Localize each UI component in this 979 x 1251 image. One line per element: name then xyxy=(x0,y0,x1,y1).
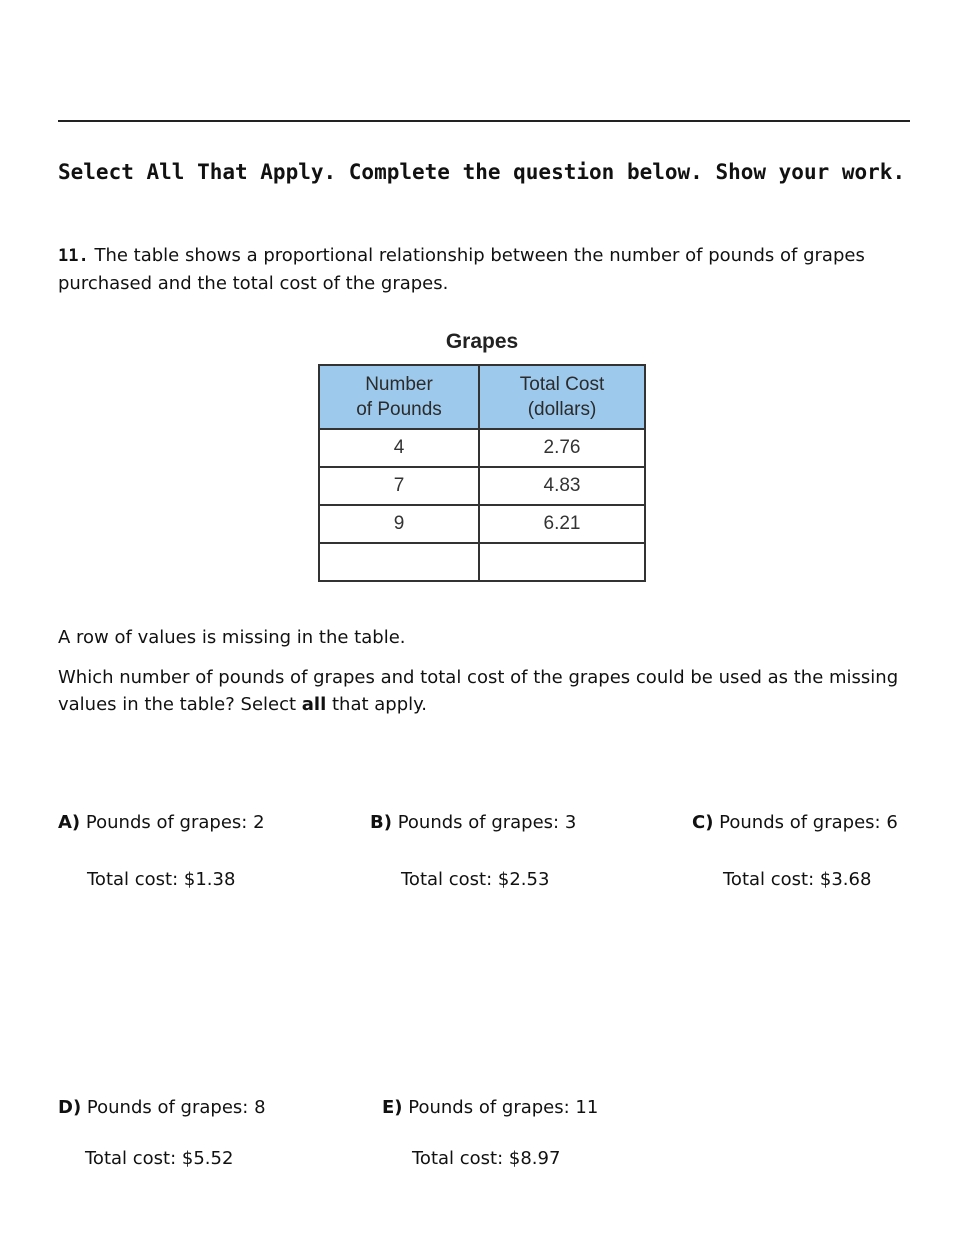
option-letter: D) xyxy=(58,1097,82,1118)
option-letter: B) xyxy=(370,812,392,833)
cell-cost xyxy=(479,543,645,581)
cell-pounds: 7 xyxy=(319,467,479,505)
option-c-cost: Total cost: $3.68 xyxy=(723,869,872,890)
table-header-row xyxy=(319,365,645,429)
option-pounds: Pounds of grapes: 11 xyxy=(408,1097,599,1118)
question-11 xyxy=(58,242,908,297)
cell-pounds: 4 xyxy=(319,429,479,467)
prompt-line-2: Which number of pounds of grapes and total cost of the grapes could be used as the missing values in the table? Select all that apply. xyxy=(58,667,899,715)
header-pounds: Number of Pounds xyxy=(319,365,479,429)
option-d[interactable] xyxy=(58,1097,266,1118)
option-letter: C) xyxy=(692,812,714,833)
option-pounds: Pounds of grapes: 6 xyxy=(719,812,898,833)
cell-cost: 2.76 xyxy=(479,429,645,467)
option-a[interactable] xyxy=(58,812,265,833)
option-d-cost: Total cost: $5.52 xyxy=(85,1148,234,1169)
cell-cost: 6.21 xyxy=(479,505,645,543)
option-b-cost: Total cost: $2.53 xyxy=(401,869,550,890)
cell-cost: 4.83 xyxy=(479,467,645,505)
cell-pounds xyxy=(319,543,479,581)
question-number: 11. xyxy=(58,246,89,266)
grapes-table xyxy=(318,364,646,582)
option-e-cost: Total cost: $8.97 xyxy=(412,1148,561,1169)
cell-pounds: 9 xyxy=(319,505,479,543)
table-row xyxy=(319,505,645,543)
option-letter: E) xyxy=(382,1097,403,1118)
option-c[interactable] xyxy=(692,812,898,833)
option-pounds: Pounds of grapes: 8 xyxy=(86,1097,266,1118)
option-a-cost: Total cost: $1.38 xyxy=(87,869,236,890)
header-cost: Total Cost (dollars) xyxy=(479,365,645,429)
option-b[interactable] xyxy=(370,812,576,833)
table-row xyxy=(319,429,645,467)
table-row xyxy=(319,467,645,505)
emphasis-all: all xyxy=(301,694,327,715)
option-pounds: Pounds of grapes: 2 xyxy=(85,812,265,833)
option-letter: A) xyxy=(58,812,81,833)
question-text: The table shows a proportional relationship between the number of pounds of grapes purchased and the total cost of the grapes. xyxy=(58,245,865,294)
instructions-heading: Select All That Apply. Complete the question below. Show your work. xyxy=(58,160,906,184)
top-rule xyxy=(58,120,910,122)
table-title: Grapes xyxy=(445,330,519,353)
option-pounds: Pounds of grapes: 3 xyxy=(397,812,577,833)
table-row-empty xyxy=(319,543,645,581)
option-e[interactable] xyxy=(382,1097,598,1118)
prompt-line-1: A row of values is missing in the table. xyxy=(58,627,406,648)
